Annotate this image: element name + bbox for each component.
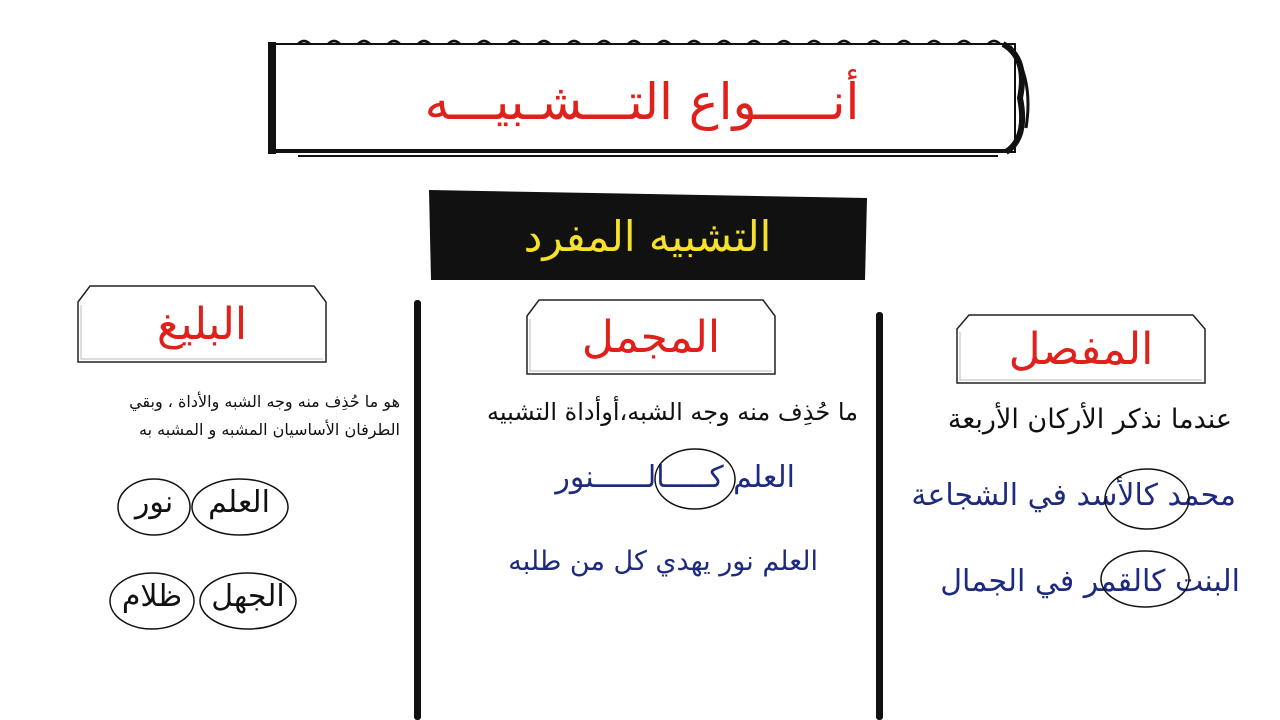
example-mufassal-1: محمد كالأسد في الشجاعة <box>911 478 1236 513</box>
baligh-2-mushabbah-bih: ظلام <box>121 579 183 614</box>
definition-baligh-line-2: الطرفان الأساسيان المشبه و المشبه به <box>139 420 400 439</box>
example-mujmal-1: العلم كـــــالــــــنور <box>555 460 795 495</box>
example-mujmal-2: العلم نور يهدي كل من طلبه <box>508 546 818 577</box>
definition-mujmal: ما حُذِف منه وجه الشبه،أوأداة التشبيه <box>487 398 858 426</box>
subtitle-banner <box>425 186 870 286</box>
title-banner <box>268 38 1036 158</box>
column-divider-left <box>414 300 421 720</box>
definition-mufassal: عندما نذكر الأركان الأربعة <box>947 404 1232 435</box>
heading-baligh: البليغ <box>156 298 248 350</box>
ellipse-marker-adat <box>1098 548 1192 610</box>
heading-mujmal: المجمل <box>581 311 721 363</box>
subtitle-heading: التشبيه المفرد <box>523 211 772 261</box>
heading-box-baligh <box>76 284 328 364</box>
definition-baligh-line-1: هو ما حُذِف منه وجه الشبه والأداة ، وبقي <box>129 392 400 411</box>
ellipse-marker-adat <box>652 446 738 512</box>
heading-box-mufassal <box>955 313 1207 385</box>
page-title: أنـــــواع التـــشـبيـــه <box>424 73 860 131</box>
baligh-1-mushabbah-bih: نور <box>134 485 174 520</box>
heading-box-mujmal <box>525 298 777 376</box>
ellipse-marker-adat <box>1102 466 1192 532</box>
baligh-2-mushabbah: الجهل <box>211 579 285 614</box>
definition-baligh <box>8 388 400 444</box>
heading-mufassal: المفصل <box>1008 323 1154 375</box>
example-mufassal-2: البنت كالقمر في الجمال <box>940 564 1240 599</box>
column-divider-right <box>876 312 883 720</box>
baligh-1-mushabbah: العلم <box>208 485 270 520</box>
